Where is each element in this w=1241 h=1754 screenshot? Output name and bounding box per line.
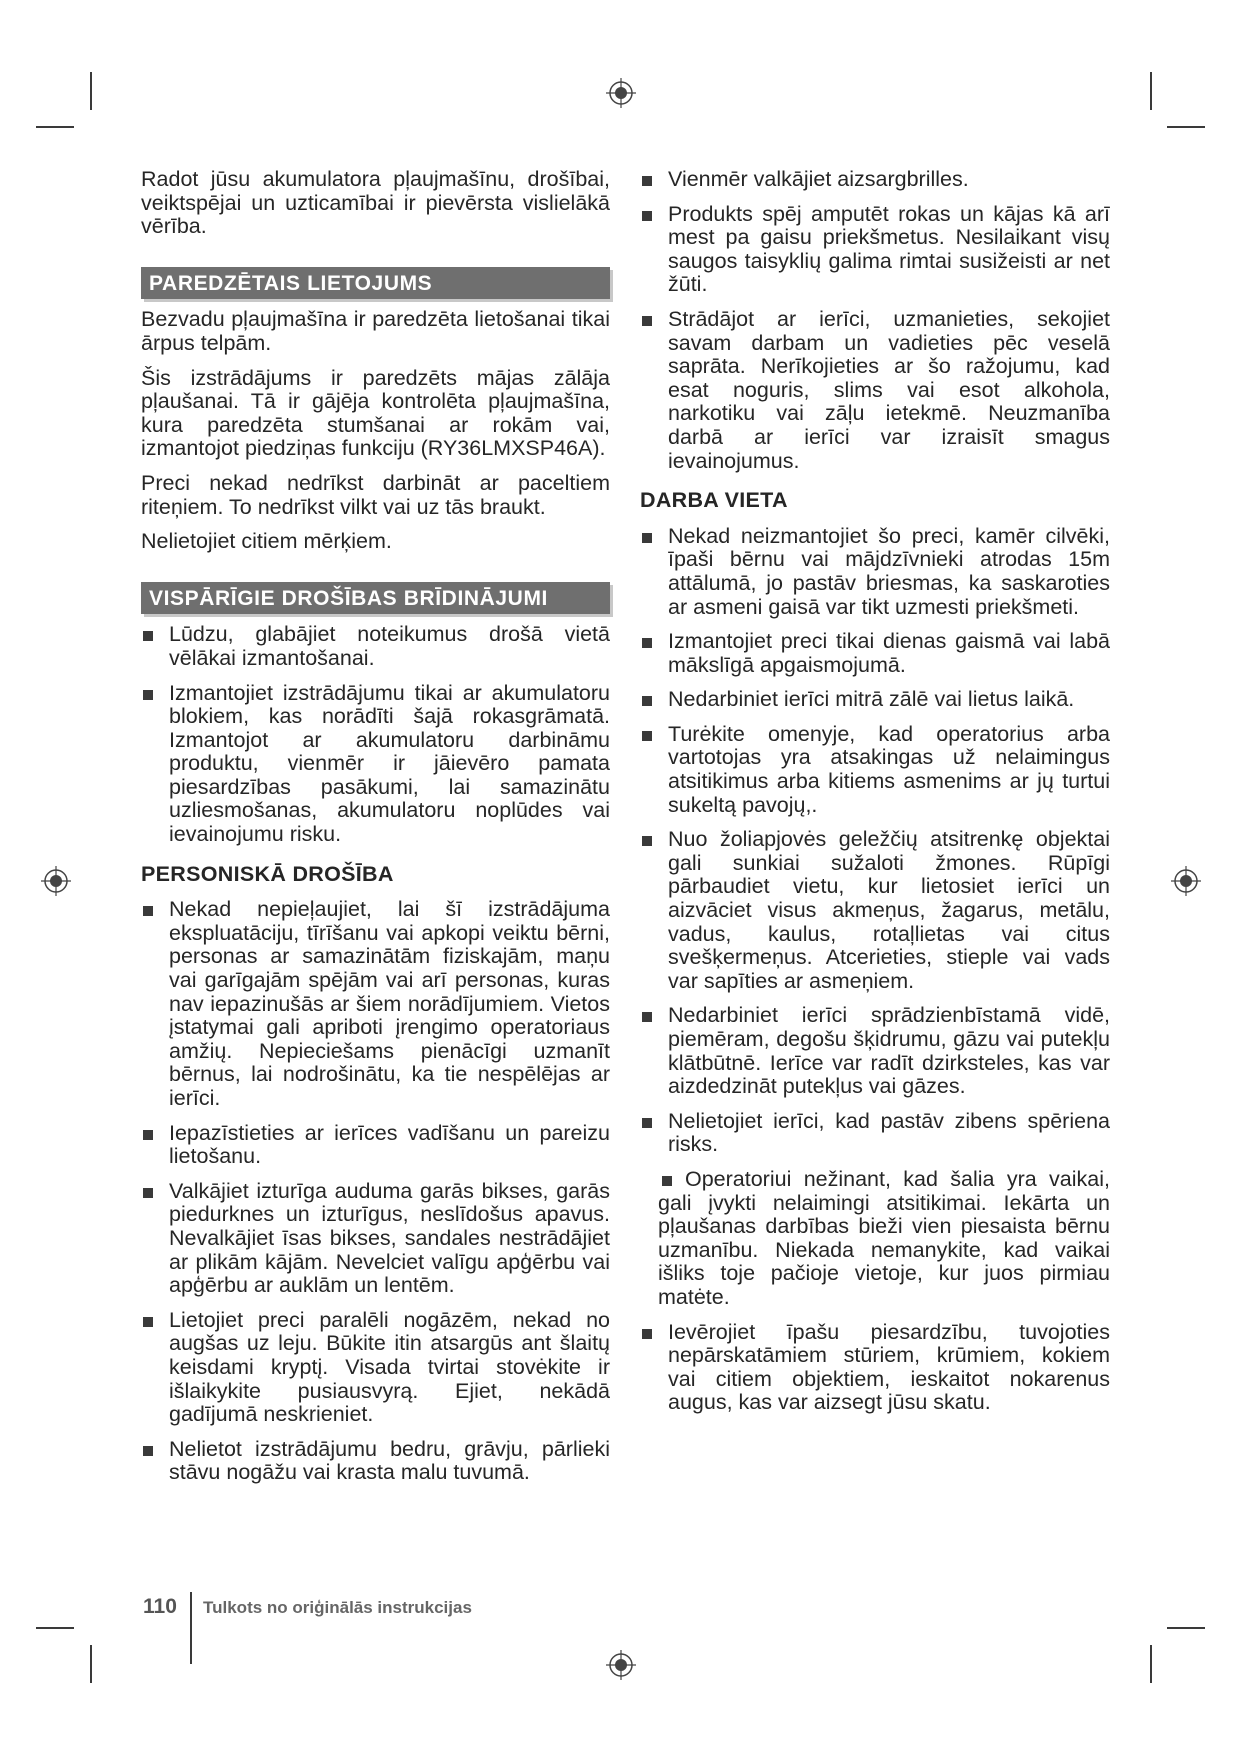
list-item: Nekad nepieļaujiet, lai šī izstrādājuma ekspluatāciju, tīrīšanu vai apkopi veiktu bērni, personas ar samazinātām fiziskajām, maņu vai garīgajām spējām vai arī personas, kuras nav iepazinušās ar šiem norādījumiem. Vietos įstatymai gali apriboti įrengimo operatoriaus amžių. Nepieciešams pienācīgi uzmanīt bērnus, lai nodrošinātu, ka tie nespēlējas ar ierīci. — [141, 898, 610, 1110]
list-item: Produkts spēj amputēt rokas un kājas kā arī mest pa gaisu priekšmetus. Nesilaikant visų saugos taisyklių galima rimtai susižeisti ar net žūti. — [640, 203, 1110, 297]
list-item: Nelietot izstrādājumu bedru, grāvju, pārlieki stāvu nogāžu vai krasta malu tuvumā. — [141, 1438, 610, 1485]
page-number: 110 — [143, 1595, 177, 1618]
square-bullet-icon — [642, 533, 652, 543]
list-item: Strādājot ar ierīci, uzmanieties, sekojiet savam darbam un vadieties pēc veselā saprāta. Nerīkojieties ar šo ražojumu, kad esat noguris, slims vai esot alkohola, narkotiku vai zāļu ietekmē. Neuzmanība darbā ar ierīci var izraisīt smagus ievainojumus. — [640, 308, 1110, 473]
intro-paragraph: Radot jūsu akumulatora pļaujmašīnu, drošībai, veiktspējai un uzticamībai ir pievērsta vislielākā vērība. — [141, 167, 610, 239]
square-bullet-icon — [642, 1329, 652, 1339]
section-heading-personal-safety: PERSONISKĀ DROŠĪBA — [141, 861, 394, 886]
paragraph: Nelietojiet citiem mērķiem. — [141, 529, 392, 554]
square-bullet-icon — [143, 631, 153, 641]
square-bullet-icon — [143, 1130, 153, 1140]
square-bullet-icon — [642, 316, 652, 326]
list-item: Ievērojiet īpašu piesardzību, tuvojoties nepārskatāmiem stūriem, krūmiem, kokiem vai citiem objektiem, ieskaitot nokarenus augus, kas var aizsegt jūsu skatu. — [640, 1321, 1110, 1415]
list-item: Nekad neizmantojiet šo preci, kamēr cilvēki, īpaši bērnu vai mājdzīvnieki atrodas 15m attālumā, jo pastāv briesmas, ka saskaroties ar asmeni gaisā var tikt uzmesti priekšmeti. — [640, 525, 1110, 619]
square-bullet-icon — [642, 731, 652, 741]
crop-mark-bottom-left-horizontal — [36, 1627, 74, 1629]
square-bullet-icon — [143, 1188, 153, 1198]
crop-mark-top-left-vertical — [90, 72, 92, 110]
square-bullet-icon — [642, 176, 652, 186]
crop-mark-top-right-horizontal — [1167, 126, 1205, 128]
square-bullet-icon — [143, 1317, 153, 1327]
square-bullet-icon — [662, 1176, 672, 1186]
crop-mark-top-left-horizontal — [36, 126, 74, 128]
crop-mark-bottom-right-vertical — [1150, 1645, 1152, 1683]
list-item: Nedarbiniet ierīci mitrā zālē vai lietus laikā. — [640, 688, 1110, 712]
square-bullet-icon — [642, 638, 652, 648]
square-bullet-icon — [642, 211, 652, 221]
list-item: Izmantojiet preci tikai dienas gaismā vai labā mākslīgā apgaismojumā. — [640, 630, 1110, 677]
left-column — [141, 168, 610, 1496]
section-banner-general-safety: VISPĀRĪGIE DROŠĪBAS BRĪDINĀJUMI — [141, 582, 610, 615]
list-item: Nuo žoliapjovės geležčių atsitrenkę objektai gali sunkiai sužaloti žmones. Rūpīgi pārbaudiet vietu, kur lietosiet ierīci un aizvāciet visus akmeņus, žagarus, metālu, vadus, kaulus, rotaļlietas vai citus svešķermeņus. Atcerieties, stieple vai vads var sapīties ar asmeņiem. — [640, 828, 1110, 993]
crosshair-registration-icon — [606, 1650, 636, 1680]
list-item: Nedarbiniet ierīci sprādzienbīstamā vidē, piemēram, degošu šķidrumu, gāzu vai putekļu klātbūtnē. Ierīce var radīt dzirksteles, kas var aizdedzināt putekļus vai gāzes. — [640, 1004, 1110, 1098]
list-item: Vienmēr valkājiet aizsargbrilles. — [640, 168, 1110, 192]
list-item: Lūdzu, glabājiet noteikumus drošā vietā vēlākai izmantošanai. — [141, 623, 610, 670]
square-bullet-icon — [642, 696, 652, 706]
crosshair-registration-icon — [606, 78, 636, 108]
right-column — [640, 168, 1110, 1426]
list-item: Iepazīstieties ar ierīces vadīšanu un pareizu lietošanu. — [141, 1122, 610, 1169]
crop-mark-bottom-right-horizontal — [1167, 1627, 1205, 1629]
list-item: Nelietojiet ierīci, kad pastāv zibens spēriena risks. — [640, 1110, 1110, 1157]
square-bullet-icon — [642, 1118, 652, 1128]
paragraph: Šis izstrādājums ir paredzēts mājas zālāja pļaušanai. Tā ir gājēja kontrolēta pļaujmašīna, kura paredzēta stumšanai ar rokām vai, izmantojot piedziņas funkciju (RY36LMXSP46A). — [141, 365, 610, 461]
crop-mark-top-right-vertical — [1150, 72, 1152, 110]
crosshair-registration-icon — [41, 866, 71, 896]
paragraph: Bezvadu pļaujmašīna ir paredzēta lietošanai tikai ārpus telpām. — [141, 307, 610, 355]
list-item: Valkājiet izturīga auduma garās bikses, garās piedurknes un izturīgus, neslīdošus apavus. Nevalkājiet īsas bikses, sandales nestrādājiet ar plikām kājām. Nevelciet valīgu apģērbu vai apģērbu ar auklām un lentēm. — [141, 1180, 610, 1298]
crop-mark-bottom-left-vertical — [90, 1645, 92, 1683]
list-item: Lietojiet preci paralēli nogāzēm, nekad no augšas uz leju. Būkite itin atsargūs ant šlaitų keisdami kryptį. Visada tvirtai stovėkite ir išlaikykite pusiausvyrą. Ejiet, nekādā gadījumā neskrieniet. — [141, 1309, 610, 1427]
footer-caption: Tulkots no oriģinālās instrukcijas — [203, 1598, 472, 1617]
square-bullet-icon — [143, 906, 153, 916]
list-item: Izmantojiet izstrādājumu tikai ar akumulatoru blokiem, kas norādīti šajā rokasgrāmatā. Izmantojot ar akumulatoru darbināmu produktu, vienmēr ir jāievēro pamata piesardzības pasākumi, lai samazinātu uzliesmošanas, akumulatoru noplūdes vai ievainojumu risku. — [141, 682, 610, 847]
section-heading-work-area: DARBA VIETA — [640, 488, 788, 513]
section-banner-intended-use: PAREDZĒTAIS LIETOJUMS — [141, 267, 610, 300]
square-bullet-icon — [143, 1446, 153, 1456]
list-item: Turėkite omenyje, kad operatorius arba vartotojas yra atsakingas už nelaimingus atsitikimus arba kitiems asmenims ar jų turtui sukeltą pavojų,. — [640, 723, 1110, 817]
square-bullet-icon — [642, 1012, 652, 1022]
crosshair-registration-icon — [1171, 866, 1201, 896]
square-bullet-icon — [143, 690, 153, 700]
footer-divider — [190, 1592, 192, 1664]
list-item-inset: Operatoriui nežinant, kad šalia yra vaikai, gali įvykti nelaimingi atsitikimai. Iekārta un pļaušanas darbības bieži vien piesaista bērnu uzmanību. Niekada nemanykite, kad vaikai išliks toje pačioje vietoje, kur juos pirmiau matėte. — [658, 1166, 1110, 1309]
square-bullet-icon — [642, 836, 652, 846]
paragraph: Preci nekad nedrīkst darbināt ar paceltiem riteņiem. To nedrīkst vilkt vai uz tās braukt. — [141, 470, 610, 519]
